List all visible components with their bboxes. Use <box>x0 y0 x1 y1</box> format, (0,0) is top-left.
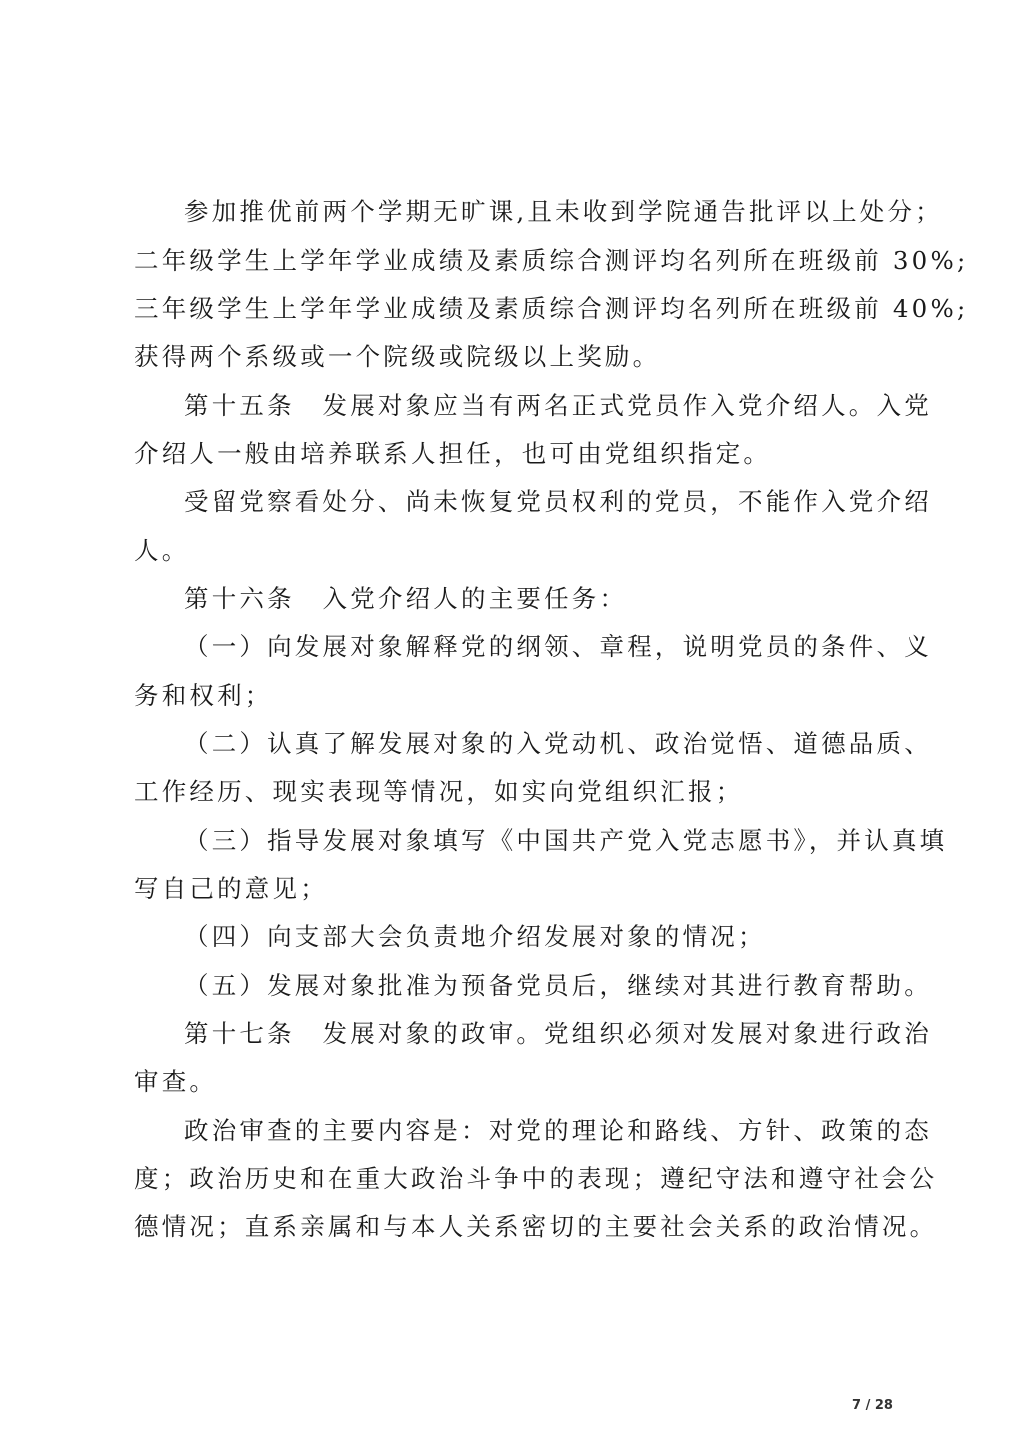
text-line: 获得两个系级或一个院级或院级以上奖励。 <box>134 342 661 371</box>
text-line: （一）向发展对象解释党的纲领、章程，说明党员的条件、义 <box>184 632 932 661</box>
page-number: 7 / 28 <box>852 1398 893 1413</box>
text-line: 工作经历、现实表现等情况，如实向党组织汇报； <box>134 777 744 806</box>
text-line: （三）指导发展对象填写《中国共产党入党志愿书》，并认真填 <box>184 826 948 855</box>
text-line: 人。 <box>134 536 190 565</box>
text-line: 受留党察看处分、尚未恢复党员权利的党员，不能作入党介绍 <box>184 487 932 516</box>
text-line: 第十六条 入党介绍人的主要任务： <box>184 584 628 613</box>
text-line: 度；政治历史和在重大政治斗争中的表现；遵纪守法和遵守社会公 <box>134 1164 938 1193</box>
text-line: 务和权利； <box>134 681 273 710</box>
text-line: 介绍人一般由培养联系人担任，也可由党组织指定。 <box>134 439 772 468</box>
text-line: 写自己的意见； <box>134 874 328 903</box>
text-line: （二）认真了解发展对象的入党动机、政治觉悟、道德品质、 <box>184 729 932 758</box>
text-line: 政治审查的主要内容是：对党的理论和路线、方针、政策的态 <box>184 1116 932 1145</box>
text-line: 德情况；直系亲属和与本人关系密切的主要社会关系的政治情况。 <box>134 1212 938 1241</box>
text-line: 二年级学生上学年学业成绩及素质综合测评均名列所在班级前 30%; <box>134 246 969 275</box>
text-line: 三年级学生上学年学业成绩及素质综合测评均名列所在班级前 40%; <box>134 294 969 323</box>
text-line: 第十七条 发展对象的政审。党组织必须对发展对象进行政治 <box>184 1019 932 1048</box>
text-line: （四）向支部大会负责地介绍发展对象的情况； <box>184 922 766 951</box>
text-line: 第十五条 发展对象应当有两名正式党员作入党介绍人。入党 <box>184 391 932 420</box>
text-line: 参加推优前两个学期无旷课,且未收到学院通告批评以上处分； <box>184 197 943 226</box>
text-line: （五）发展对象批准为预备党员后，继续对其进行教育帮助。 <box>184 971 932 1000</box>
text-line: 审查。 <box>134 1067 218 1096</box>
